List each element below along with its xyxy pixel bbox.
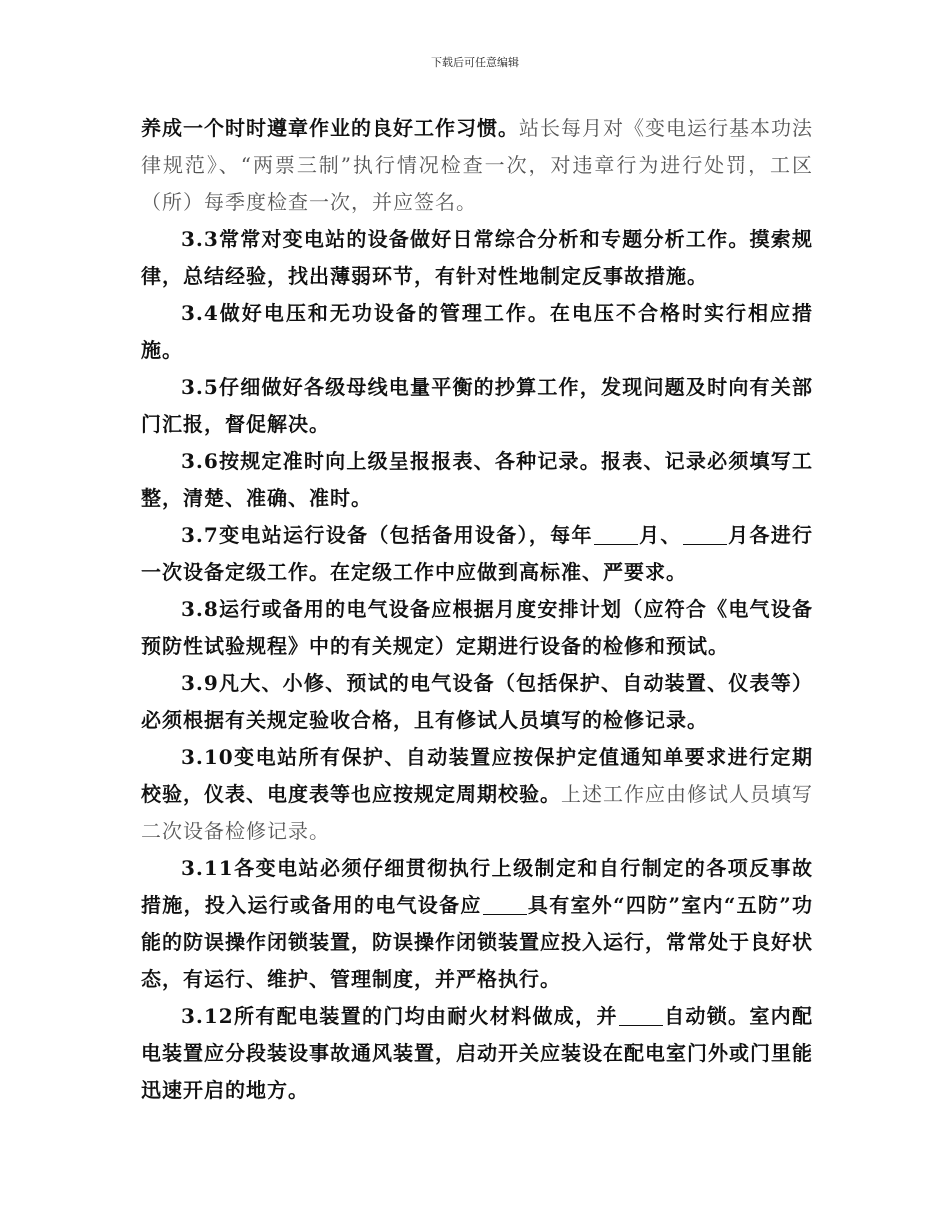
paragraph-text: 月各进行一次设备定级工作。在定级工作中应做到高标准、严要求。	[141, 523, 814, 584]
page-header: 下载后可任意编辑	[431, 56, 519, 69]
paragraph-3-8: 3.8运行或备用的电气设备应根据月度安排计划（应符合《电气设备预防性试验规程》中的有关规定）定期进行设备的检修和预试。	[141, 597, 813, 658]
paragraph-text: 养成一个时时遵章作业的良好工作习惯。	[141, 116, 519, 140]
paragraph-text: 自动锁。室内配电装置应分段装设事故通风装置，启动开关应装设在配电室门外或门里能迅速开启的地方。	[141, 1004, 813, 1102]
paragraph-3-12	[141, 998, 813, 1109]
paragraph-3-9: 3.9凡大、小修、预试的电气设备（包括保护、自动装置、仪表等）必须根据有关规定验收合格，且有修试人员填写的检修记录。	[141, 671, 813, 732]
paragraph-text: 3.11各变电站必须仔细贯彻执行上级制定和自行制定的各项反事故措施，投入运行或备用的电气设备应	[141, 856, 813, 917]
paragraph-3-4: 3.4做好电压和无功设备的管理工作。在电压不合格时实行相应措施。	[141, 301, 813, 362]
paragraph-text: 月、	[638, 523, 682, 547]
paragraph-intro	[141, 110, 813, 221]
paragraph-3-6: 3.6按规定准时向上级呈报报表、各种记录。报表、记录必须填写工整，清楚、准确、准时。	[141, 449, 813, 510]
fill-blank	[594, 524, 638, 545]
paragraph-text: 具有室外“四防”室内“五防”功能的防误操作闭锁装置，防误操作闭锁装置应投入运行，常常处于良好状态，有运行、维护、管理制度，并严格执行。	[141, 893, 814, 991]
fill-blank	[619, 1005, 663, 1026]
paragraph-text: 站长每月对《变电运行基本功法律规范》、“两票三制”执行情况检查一次，对违章行为进行处罚，工区（所）每季度检查一次，并应签名。	[141, 116, 813, 214]
fill-blank	[483, 894, 527, 915]
paragraph-3-7	[141, 517, 813, 591]
paragraph-text: 3.10变电站所有保护、自动装置应按保护定值通知单要求进行定期校验，仪表、电度表等也应按规定周期校验。	[141, 745, 813, 806]
paragraph-3-5: 3.5仔细做好各级母线电量平衡的抄算工作，发现问题及时向有关部门汇报，督促解决。	[141, 375, 813, 436]
document-body	[141, 110, 813, 1109]
paragraph-3-11	[141, 850, 813, 998]
paragraph-text: 3.7变电站运行设备（包括备用设备），每年	[181, 523, 593, 547]
paragraph-text: 3.12所有配电装置的门均由耐火材料做成，并	[181, 1004, 618, 1028]
fill-blank	[683, 524, 727, 545]
paragraph-3-10	[141, 739, 813, 850]
paragraph-3-3: 3.3常常对变电站的设备做好日常综合分析和专题分析工作。摸索规律，总结经验，找出薄弱环节，有针对性地制定反事故措施。	[141, 227, 813, 288]
paragraph-text: 上述工作应由修试人员填写二次设备检修记录。	[141, 782, 813, 843]
